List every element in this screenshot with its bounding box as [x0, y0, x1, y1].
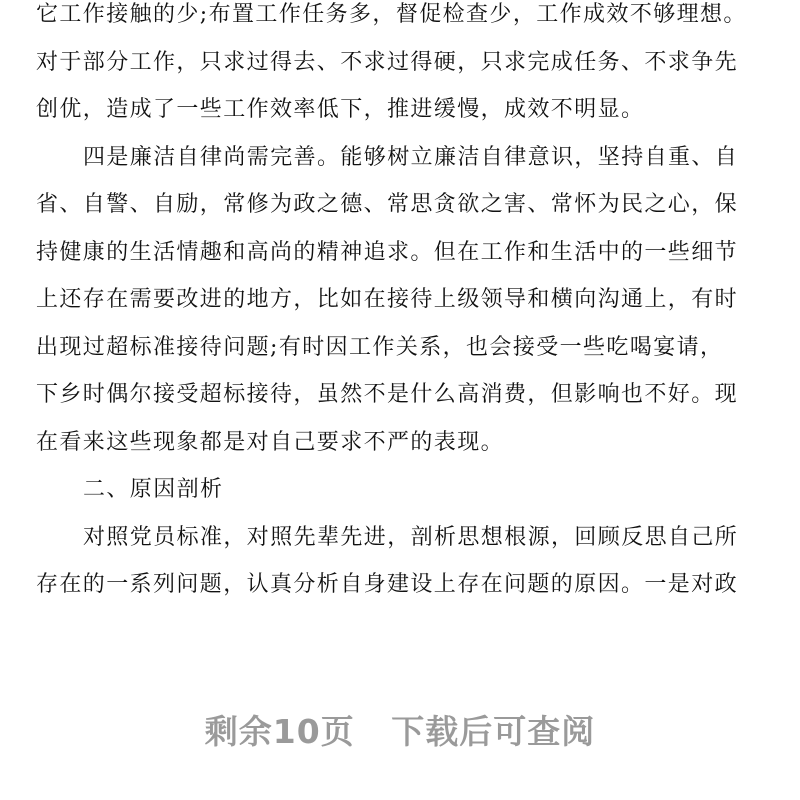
text-line: 出现过超标准接待问题;有时因工作关系，也会接受一些吃喝宴请， [36, 334, 724, 360]
text-line: 存在的一系列问题，认真分析自身建设上存在问题的原因。一是对政 [36, 572, 739, 597]
text-line: 省、自警、自励，常修为政之德、常思贪欲之害、常怀为民之心，保 [36, 192, 739, 217]
download-to-view-label[interactable]: 下载后可查阅 [391, 712, 596, 751]
text-line: 它工作接触的少;布置工作任务多，督促检查少，工作成效不够理想。 [36, 2, 747, 27]
text-line: 四是廉洁自律尚需完善。能够树立廉洁自律意识，坚持自重、自 [83, 144, 739, 170]
text-line: 对照党员标准，对照先辈先进，剖析思想根源，回顾反思自己所 [83, 524, 739, 550]
text-line: 对于部分工作，只求过得去、不求过得硬，只求完成任务、不求争先 [36, 49, 739, 75]
text-line: 下乡时偶尔接受超标接待，虽然不是什么高消费，但影响也不好。现 [36, 382, 739, 407]
download-prompt[interactable] [0, 706, 800, 753]
text-line: 创优，造成了一些工作效率低下，推进缓慢，成效不明显。 [36, 97, 645, 122]
remaining-pages-label: 剩余10页 [204, 712, 355, 751]
text-line: 持健康的生活情趣和高尚的精神追求。但在工作和生活中的一些细节 [36, 239, 739, 265]
text-line: 上还存在需要改进的地方，比如在接待上级领导和横向沟通上，有时 [36, 287, 739, 312]
text-line: 二、原因剖析 [83, 477, 224, 502]
document-body [36, 0, 747, 609]
text-line: 在看来这些现象都是对自己要求不严的表现。 [36, 429, 505, 455]
